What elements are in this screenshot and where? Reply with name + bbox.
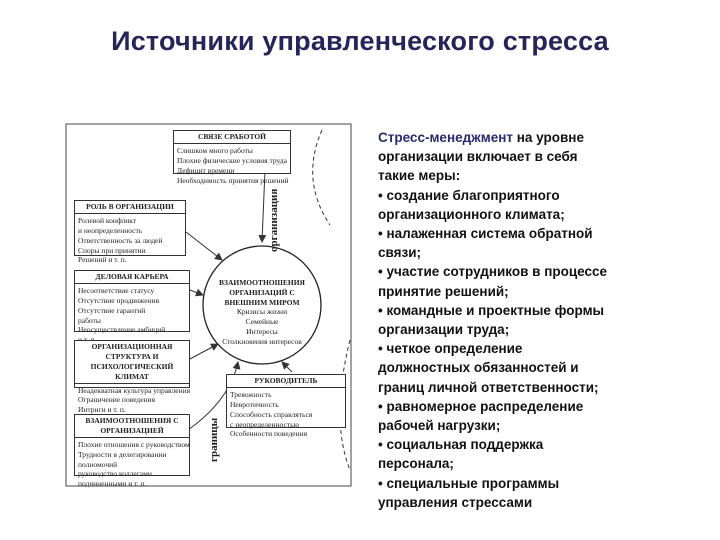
organization-boundary-top [313, 130, 330, 225]
text-line [378, 128, 663, 147]
text-line: • командные и проектные формы [378, 302, 605, 318]
box-relations [74, 414, 190, 489]
box-career-item: Отсутствие продвижения [78, 295, 160, 305]
side-label-boundaries: границы [208, 417, 220, 462]
text-line: • социальная поддержка [378, 437, 544, 453]
box-relations-header: ВЗАИМООТНОШЕНИЯ С ОРГАНИЗАЦИЕЙ [75, 415, 189, 438]
text-line: границ личной ответственности; [378, 379, 599, 395]
box-career-header: ДЕЛОВАЯ КАРЬЕРА [75, 271, 189, 284]
box-manager-item: с неопределенностью [230, 419, 300, 429]
box-external-header: СВЯЗЕ СРАБОТОЙ [174, 131, 290, 144]
box-role-item: Ролевой конфликт [78, 215, 137, 225]
box-role-item: Ответственность за людей [78, 235, 163, 245]
text-line-lead: Стресс-менеджмент [378, 130, 514, 145]
box-role-item: и неопределенность [78, 225, 143, 235]
text-line: связи; [378, 245, 422, 261]
text-line: • специальные программы [378, 475, 560, 491]
box-relations-item: Трудности в делегировании [78, 449, 167, 459]
text-line: • участие сотрудников в процессе [378, 264, 608, 280]
box-career-item: Несоответствие статусу [78, 285, 155, 295]
box-role-item: Споры при принятии [78, 245, 146, 255]
box-role-header: РОЛЬ В ОРГАНИЗАЦИИ [75, 201, 185, 214]
circle-item: Столкновения интересов [222, 336, 302, 346]
side-label-organization: организация [268, 188, 280, 252]
text-line: организации труда; [378, 322, 510, 338]
box-external-item: Необходимость принятия решений [177, 175, 289, 185]
box-manager-item: Тревожность [230, 389, 272, 399]
box-structure-item: Неадекватная культура управления [78, 385, 191, 395]
box-career-item: Отсутствие гарантий [78, 305, 146, 315]
box-relations-item: полномочий [78, 459, 118, 469]
box-role-item: Решений и т. п. [78, 255, 127, 265]
box-structure-header: ОРГАНИЗАЦИОННАЯ СТРУКТУРА И ПСИХОЛОГИЧЕСКИЙ КЛИМАТ [75, 341, 189, 384]
box-career [74, 270, 190, 335]
box-role [74, 200, 186, 265]
central-circle-text [214, 278, 310, 346]
box-external-item: Плохие физические условия труда [177, 155, 287, 165]
box-career-item: работы [78, 315, 101, 325]
box-structure-item: Ограничение поведения [78, 395, 156, 405]
stress-management-text [378, 128, 663, 512]
circle-title-line: ВЗАИМООТНОШЕНИЯ [219, 278, 305, 287]
circle-item: Семейные [245, 317, 279, 326]
text-line: организационного климата; [378, 206, 565, 222]
text-line: • равномерное распределение [378, 398, 584, 414]
box-structure [74, 340, 191, 415]
box-manager [226, 374, 346, 439]
circle-title-line: ОРГАНИЗАЦИЙ С [229, 287, 295, 297]
arrow-manager [282, 362, 292, 372]
slide-title: Источники управленческого стресса [111, 26, 609, 56]
text-line: такие меры: [378, 168, 461, 184]
text-line: принятие решений; [378, 283, 509, 299]
box-manager-item: Невротичность [230, 399, 279, 409]
box-career-item: Неосуществление амбиций [78, 325, 166, 335]
text-line: • создание благоприятного [378, 187, 560, 203]
box-manager-header: РУКОВОДИТЕЛЬ [227, 375, 345, 388]
box-relations-item: Плохие отношения с руководством [78, 439, 190, 449]
arrow-structure [188, 344, 218, 360]
text-line: персонала; [378, 456, 454, 472]
text-line: организации включает в себя [378, 149, 578, 165]
circle-item: Кризисы жизни [236, 307, 288, 317]
circle-item: Интересы [246, 326, 278, 336]
text-line: • налаженная система обратной [378, 226, 593, 242]
box-relations-item: подчиненными и т. п. [78, 479, 147, 489]
box-manager-item: Особенности поведения [230, 429, 308, 439]
text-line: управления стрессами [378, 494, 533, 510]
box-external-item: Слишком много работы [177, 145, 253, 155]
arrow-role [186, 232, 222, 260]
box-structure-item: Интриги и т. п. [78, 405, 126, 415]
arrow-career [190, 290, 203, 295]
box-manager-item: Способность справляться [230, 409, 313, 419]
text-line-rest: на уровне [513, 130, 584, 145]
text-line: • четкое определение [378, 341, 523, 357]
box-relations-item: руководство коллегами [78, 469, 152, 479]
text-line: должностных обязанностей и [378, 360, 579, 376]
box-external-item: Дефицит времени [177, 165, 235, 175]
box-external [173, 130, 291, 185]
circle-title-line: ВНЕШНИМ МИРОМ [224, 297, 300, 307]
text-line: рабочей нагрузки; [378, 418, 501, 434]
